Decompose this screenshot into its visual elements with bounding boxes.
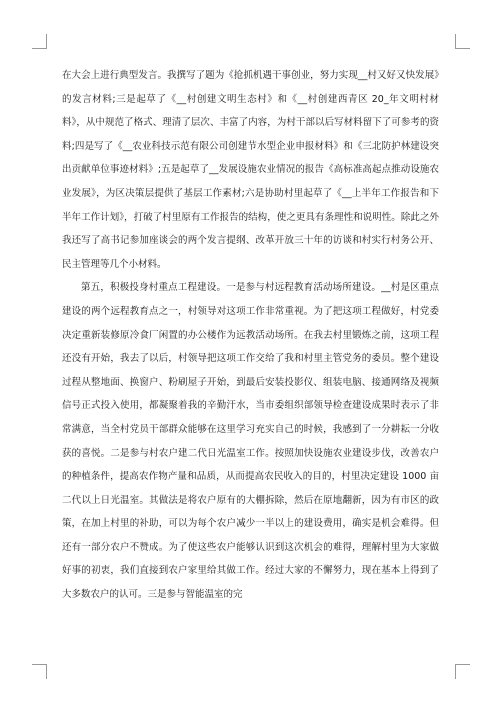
crop-mark-top-right [455, 34, 470, 49]
crop-mark-bottom-right [455, 664, 470, 679]
crop-mark-bottom-left [32, 664, 47, 679]
paragraph-continuation: 在大会上进行典型发言。我撰写了题为《抢抓机遇干事创业，努力实现__村又好又快发展》的发言材料;三是起草了《__村创建文明生态村》和《__村创建西青区 20_年文明村材料》，从中规范了格式、理清了层次、丰富了内容，为村干部以后写材料留下了可参考的资料;四是写了《__农业科技示范有限公司创建节水型企业申报材料》和《三北防护林建设突出贡献单位事迹材料》;五是起草了__发展设施农业情况的报告《高标准高起点推动设施农业发展》，为区决策层提供了基层工作素材;六是协助村里起草了《__上半年工作报告和下半年工作计划》，打破了村里原有工作报告的结构，使之更具有条理性和说明性。除此之外我还写了高书记参加座谈会的两个发言提纲、改革开放三十年的访谈和村实行村务公开、民主管理等几个小材料。 [62, 70, 439, 270]
crop-mark-top-left [32, 34, 47, 49]
paragraph-fifth-point: 第五，积极投身村重点工程建设。一是参与村远程教育活动场所建设。__村是区重点建设的两个远程教育点之一，村领导对这项工作非常重视。为了把这项工程做好，村党委决定重新装修原冷食厂闲置的办公楼作为远教活动场所。在我去村里锻炼之前，这项工程还没有开始，我去了以后，村领导把这项工作交给了我和村里主管党务的委员。整个建设过程从整地面、换窗户、粉刷屋子开始，到最后安装投影仪、组装电脑、接通网络及视频信号正式投入使用，都凝聚着我的辛勤汗水，当市委组织部领导检查建设成果时表示了非常满意，当全村党员干部群众能够在这里学习充实自己的时候，我感到了一分耕耘一分收获的喜悦。二是参与村农户建二代日光温室工作。按照加快设施农业建设步伐，改善农户的种植条件，提高农作物产量和品质，从而提高农民收入的目的，村里决定建设 1000 亩二代以上日光温室。其做法是将农户原有的大棚拆除，然后在原地翻新，因为有市区的政策，在加上村里的补助，可以为每个农户减少一半以上的建设费用，确实是机会难得。但还有一部分农户不赞成。为了使这些农户能够认识到这次机会的难得，理解村里为大家做好事的初衷，我们直接到农户家里给其做工作。经过大家的不懈努力，现在基本上得到了大多数农户的认可。三是参与智能温室的完 [62, 282, 439, 601]
document-body [62, 64, 439, 607]
